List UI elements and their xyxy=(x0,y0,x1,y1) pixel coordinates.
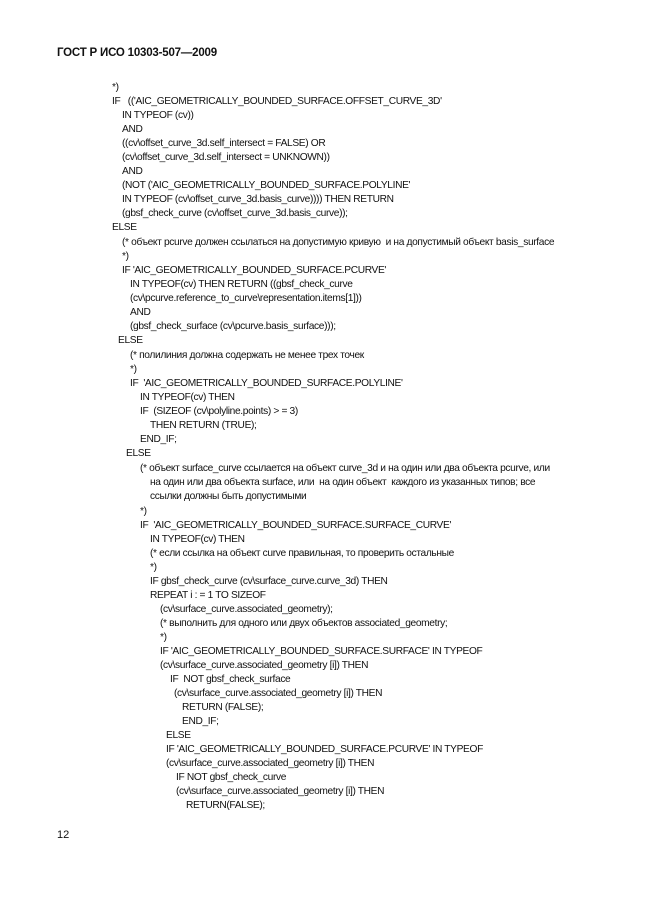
code-line: IN TYPEOF (cv)) xyxy=(122,110,194,121)
code-line: (cv\surface_curve.associated_geometry [i]) THEN xyxy=(160,660,369,671)
code-line: (cv\surface_curve.associated_geometry); xyxy=(160,604,333,615)
code-line: AND xyxy=(122,166,143,177)
code-line: IF NOT gbsf_check_curve xyxy=(176,772,287,783)
page-number: 12 xyxy=(57,829,70,841)
code-line: *) xyxy=(112,82,119,93)
code-line: ((cv\offset_curve_3d.self_intersect = FALSE) OR xyxy=(122,138,326,149)
code-line: IF NOT gbsf_check_surface xyxy=(170,674,291,685)
code-line: THEN RETURN (TRUE); xyxy=(150,420,257,431)
code-line: (cv\surface_curve.associated_geometry [i]) THEN xyxy=(166,758,375,769)
code-line: IN TYPEOF(cv) THEN RETURN ((gbsf_check_curve xyxy=(130,279,353,290)
code-line: END_IF; xyxy=(140,434,177,445)
code-line: REPEAT i : = 1 TO SIZEOF xyxy=(150,590,266,601)
code-line: IN TYPEOF (cv\offset_curve_3d.basis_curve)))) THEN RETURN xyxy=(122,194,394,205)
code-line: IF 'AIC_GEOMETRICALLY_BOUNDED_SURFACE.PCURVE' IN TYPEOF xyxy=(166,744,483,755)
code-line: ELSE xyxy=(126,448,151,459)
code-line: (NOT ('AIC_GEOMETRICALLY_BOUNDED_SURFACE.POLYLINE' xyxy=(122,180,411,191)
code-line: IF gbsf_check_curve (cv\surface_curve.curve_3d) THEN xyxy=(150,576,388,587)
code-line: AND xyxy=(130,307,151,318)
code-line: *) xyxy=(122,251,129,262)
code-line: END_IF; xyxy=(182,716,219,727)
code-line: (* объект pcurve должен ссылаться на допустимую кривую и на допустимый объект basis_surface xyxy=(122,237,555,248)
code-line: на один или два объекта surface, или на один объект каждого из указанных типов; все xyxy=(150,477,536,488)
code-line: IF (('AIC_GEOMETRICALLY_BOUNDED_SURFACE.OFFSET_CURVE_3D' xyxy=(112,96,442,107)
code-line: (cv\pcurve.reference_to_curve\representation.items[1])) xyxy=(130,293,362,304)
code-line: *) xyxy=(130,364,137,375)
code-line: (gbsf_check_curve (cv\offset_curve_3d.basis_curve)); xyxy=(122,208,348,219)
code-line: *) xyxy=(150,562,157,573)
code-line: AND xyxy=(122,124,143,135)
code-line: (* полилиния должна содержать не менее трех точек xyxy=(130,350,364,361)
code-line: IN TYPEOF(cv) THEN xyxy=(140,392,235,403)
code-line: IN TYPEOF(cv) THEN xyxy=(150,534,245,545)
code-line: (cv\surface_curve.associated_geometry [i]) THEN xyxy=(174,688,383,699)
code-line: IF 'AIC_GEOMETRICALLY_BOUNDED_SURFACE.POLYLINE' xyxy=(130,378,403,389)
code-line: ELSE xyxy=(118,335,143,346)
code-line: ELSE xyxy=(112,222,137,233)
code-line: (cv\surface_curve.associated_geometry [i]) THEN xyxy=(176,786,385,797)
document-header: ГОСТ Р ИСО 10303-507—2009 xyxy=(57,47,217,59)
code-line: IF 'AIC_GEOMETRICALLY_BOUNDED_SURFACE.PCURVE' xyxy=(122,265,387,276)
code-line: IF (SIZEOF (cv\polyline.points) > = 3) xyxy=(140,406,298,417)
code-line: (* выполнить для одного или двух объектов associated_geometry; xyxy=(160,618,448,629)
code-line: RETURN(FALSE); xyxy=(186,800,265,811)
code-line: (gbsf_check_surface (cv\pcurve.basis_surface))); xyxy=(130,321,336,332)
code-line: ссылки должны быть допустимыми xyxy=(150,491,307,502)
code-line: *) xyxy=(160,632,167,643)
code-line: RETURN (FALSE); xyxy=(182,702,264,713)
code-line: (* если ссылка на объект curve правильная, то проверить остальные xyxy=(150,548,454,559)
code-line: ELSE xyxy=(166,730,191,741)
code-line: *) xyxy=(140,506,147,517)
code-line: (cv\offset_curve_3d.self_intersect = UNKNOWN)) xyxy=(122,152,330,163)
code-line: IF 'AIC_GEOMETRICALLY_BOUNDED_SURFACE.SURFACE_CURVE' xyxy=(140,520,452,531)
code-line: IF 'AIC_GEOMETRICALLY_BOUNDED_SURFACE.SURFACE' IN TYPEOF xyxy=(160,646,483,657)
code-line: (* объект surface_curve ссылается на объект curve_3d и на один или два объекта pcurve, или xyxy=(140,463,550,474)
